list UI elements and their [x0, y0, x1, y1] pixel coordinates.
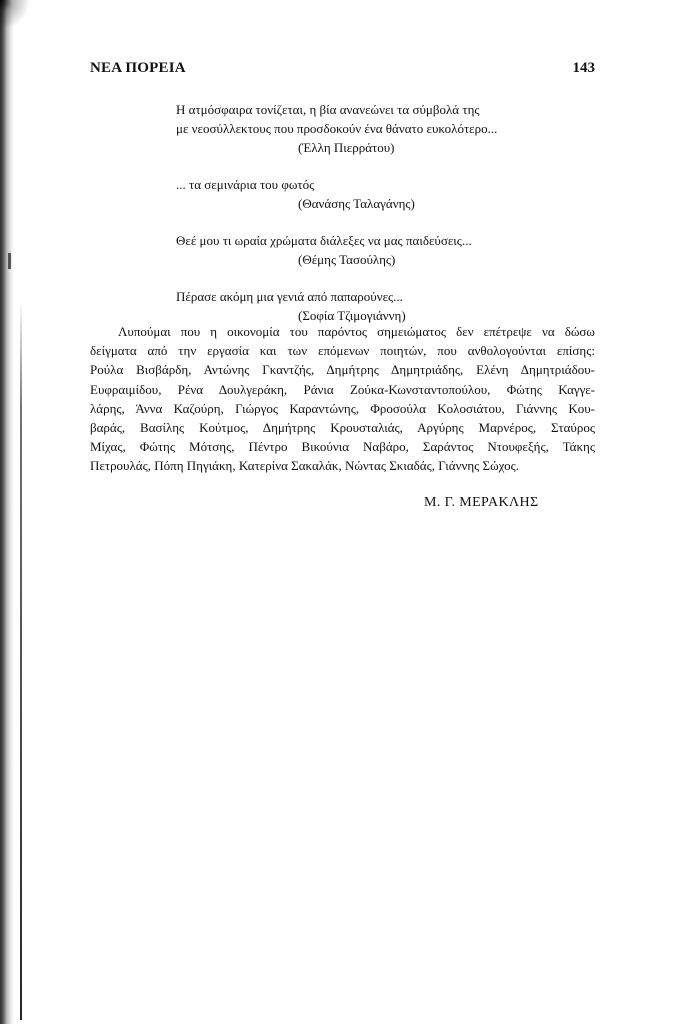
quotation [176, 175, 576, 213]
quotations-block [176, 100, 576, 343]
author-signature: Μ. Γ. ΜΕΡΑΚΛΗΣ [424, 495, 539, 510]
page-fold-line [20, 300, 22, 1020]
quotation-line: Η ατμόσφαιρα τονίζεται, η βία ανανεώνει τα σύμβολά της [176, 102, 480, 117]
page-binding-shadow [0, 0, 14, 1024]
quotation-author: (Σοφία Τζιμογιάννη) [298, 308, 406, 323]
quotation-line: με νεοσύλλεκτους που προσδοκούν ένα θάνατο ευκολότερο... [176, 121, 498, 136]
quotation-author: (Θέμης Τασούλης) [298, 252, 396, 267]
page-header [90, 60, 595, 82]
quotation-line: ... τα σεμινάρια του φωτός [176, 177, 315, 192]
paragraph-line: Λυπούμαι που η οικονομία του παρόντος σημειώματος δεν επέτρεψε να δώσω [118, 324, 595, 339]
running-title: ΝΕΑ ΠΟΡΕΙΑ [90, 60, 186, 76]
paragraph-line: Ευφραιμίδου, Ρένα Δουλγεράκη, Ράνια Ζούκα-Κωνσταντοπούλου, Φώτης Καγγε- [90, 381, 595, 397]
quotation-author: (Έλλη Πιερράτου) [298, 140, 395, 155]
quotation-author: (Θανάσης Ταλαγάνης) [298, 196, 415, 211]
paragraph-line: βαράς, Βασίλης Κούτμος, Δημήτρης Κρουσταλιάς, Αργύρης Μαρνέρος, Σταύρος [90, 420, 595, 436]
page-corner-shadow [0, 0, 40, 40]
quotation-line: Πέρασε ακόμη μια γενιά από παπαρούνες... [176, 289, 403, 304]
body-paragraph [90, 322, 595, 476]
paragraph-line: Μίχας, Φώτης Μότσης, Πέντρο Βικούνια Ναβάρο, Σαράντος Ντουφεξής, Τάκης [90, 439, 595, 455]
quotation [176, 287, 576, 325]
quotation-line: Θεέ μου τι ωραία χρώματα διάλεξες να μας παιδεύσεις... [176, 233, 472, 248]
quotation [176, 100, 576, 157]
scan-mark [8, 253, 11, 269]
paragraph-line: δείγματα από την εργασία και των επόμενων ποιητών, που ανθολογούνται επίσης: [90, 343, 595, 359]
quotation [176, 231, 576, 269]
page-number: 143 [572, 60, 595, 76]
paragraph-line: Ρούλα Βισβάρδη, Αντώνης Γκαντζής, Δημήτρης Δημητριάδης, Ελένη Δημητριάδου- [90, 362, 595, 378]
paragraph-line: λάρης, Άννα Καζούρη, Γιώργος Καραντώνης, Φροσούλα Κολοσιάτου, Γιάννης Κου- [90, 400, 595, 416]
paragraph-line: Πετρουλάς, Πόπη Πηγιάκη, Κατερίνα Σακαλάκ, Νώντας Σκιαδάς, Γιάννης Σώχος. [90, 458, 520, 474]
